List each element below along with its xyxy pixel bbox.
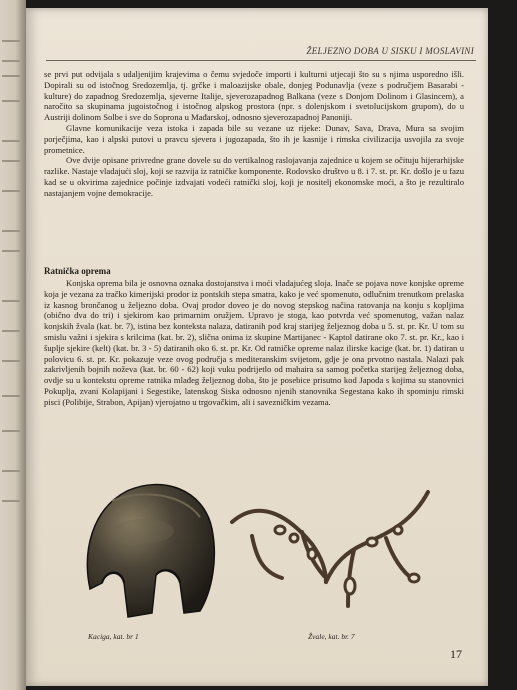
- horse-bit-image: [222, 486, 442, 626]
- helmet-image: [72, 471, 222, 621]
- body-text: [44, 69, 464, 199]
- horse-bit-caption: Žvale, kat. br. 7: [308, 632, 355, 641]
- page-number: 17: [450, 647, 462, 661]
- adjacent-page-edge: [0, 0, 26, 690]
- header-rule: [46, 60, 476, 61]
- book-page: [26, 8, 488, 686]
- section-text: [44, 278, 464, 408]
- paragraph-1: se prvi put odvijala s udaljenijim krajevima o čemu svjedoče importi i kulturni utjecaji što su s njima usporedno išli. Dopirali su od istočnog Sredozemlja, tj. grčke i maloazijske obale, donjeg Podunavlja (veze s područjem Basarabi - kulture) do zapadnog Sredozemlja, sjeverne Italije, sjeverozapadnog Balkana (veze s Donjom Dolinom i Glasincem), a naročito sa skupinama jugoistočnog i istočnog alpskog prostora (npr. s dolenjskom i svetolucijskom grupom), do u Austriji dolinom Solbe i sve do Soprona u Mađarskoj, odnosno sjeverozapadnoj Panoniji.: [44, 69, 464, 123]
- running-head: ŽELJEZNO DOBA U SISKU I MOSLAVINI: [306, 46, 474, 56]
- section-heading: Ratnička oprema: [44, 266, 111, 276]
- helmet-caption: Kaciga, kat. br 1: [88, 632, 139, 641]
- section-paragraph: Konjska oprema bila je osnovna oznaka dostojanstva i moći vladajućeg sloja. Inače se pojava nove konjske opreme koja je vezana za tračko kimerijski prodor iz pontskih stepa smatra, kako je već spomenuto, odlučnim trenutkom prelaska iz kasnog brončanog u željezno doba. Ovaj prodor doveo je do novog stepskog načina ratovanja na konju s kopljima (obično dva do tri) i sjekirom kao primarnim oružjem. Upravo je stoga, kao potvrda već spomenutog, važan nalaz konjskih žvala (kat. br. 7), istina bez konteksta nalaza, datiranih pod kraj starijeg željeznog doba u 5. st. pr. Kr. U tom su smislu važni i sjekira s krilcima (kat. br. 2), slična onima iz skupine Martijanec - Kaptol datirane oko 7. st. pr. Kr., kao i šuplje sjekire (kelt) (kat. br. 3 - 5) datiranih oko 6. st. pr. Kr. Od ratničke opreme nalaz ilirske kacige (kat. br. 1) datiran u polovicu 6. st. pr. Kr. pokazuje veze ovog područja s mediteranskim svijetom, gdje je ona prvotno nastala. Nalazi pak zakrivljenih bojnih noževa (kat. br. 60 - 62) koji vuku podrijetlo od mahaira sa samog početka starijeg željeznog doba, ovdje su u kontekstu opreme ratnika mlađeg željeznog doba, što je posebice prisutno kod Japoda s kojima su stanovnici Pokuplja, zvani Kolapijani i Segestike, latenskog Siska odnosno njenih stanovnika Segestana kako ih spominju rimski pisci (Polibije, Strabon, Apijan) vjerojatno u trgovačkim, ali i savezničkim vezama.: [44, 278, 464, 407]
- paragraph-3: Ove dvije opisane privredne grane dovele su do vertikalnog raslojavanja zajednice u kojem se očituju hijerarhijske razlike. Nastaje vladajući sloj, koji se razvija iz ratničke komponente. Rodovsko društvo u 8. i 7. st. pr. Kr. došlo je u fazu kad se u okvirima zajednice počinje izdvajati vodeći ratnički sloj, koji je nositelj ekonomske moći, a što je rezultiralo nastajanjem vojne demokracije.: [44, 155, 464, 198]
- paragraph-2: Glavne komunikacije veza istoka i zapada bile su vezane uz rijeke: Dunav, Sava, Drava, Mura sa svojim porječjima, kao i alpski putovi u pravcu sjevera i jugozapada, što ih je kasnije i rimska civilizacija usvojila za svoje prometnice.: [44, 122, 464, 155]
